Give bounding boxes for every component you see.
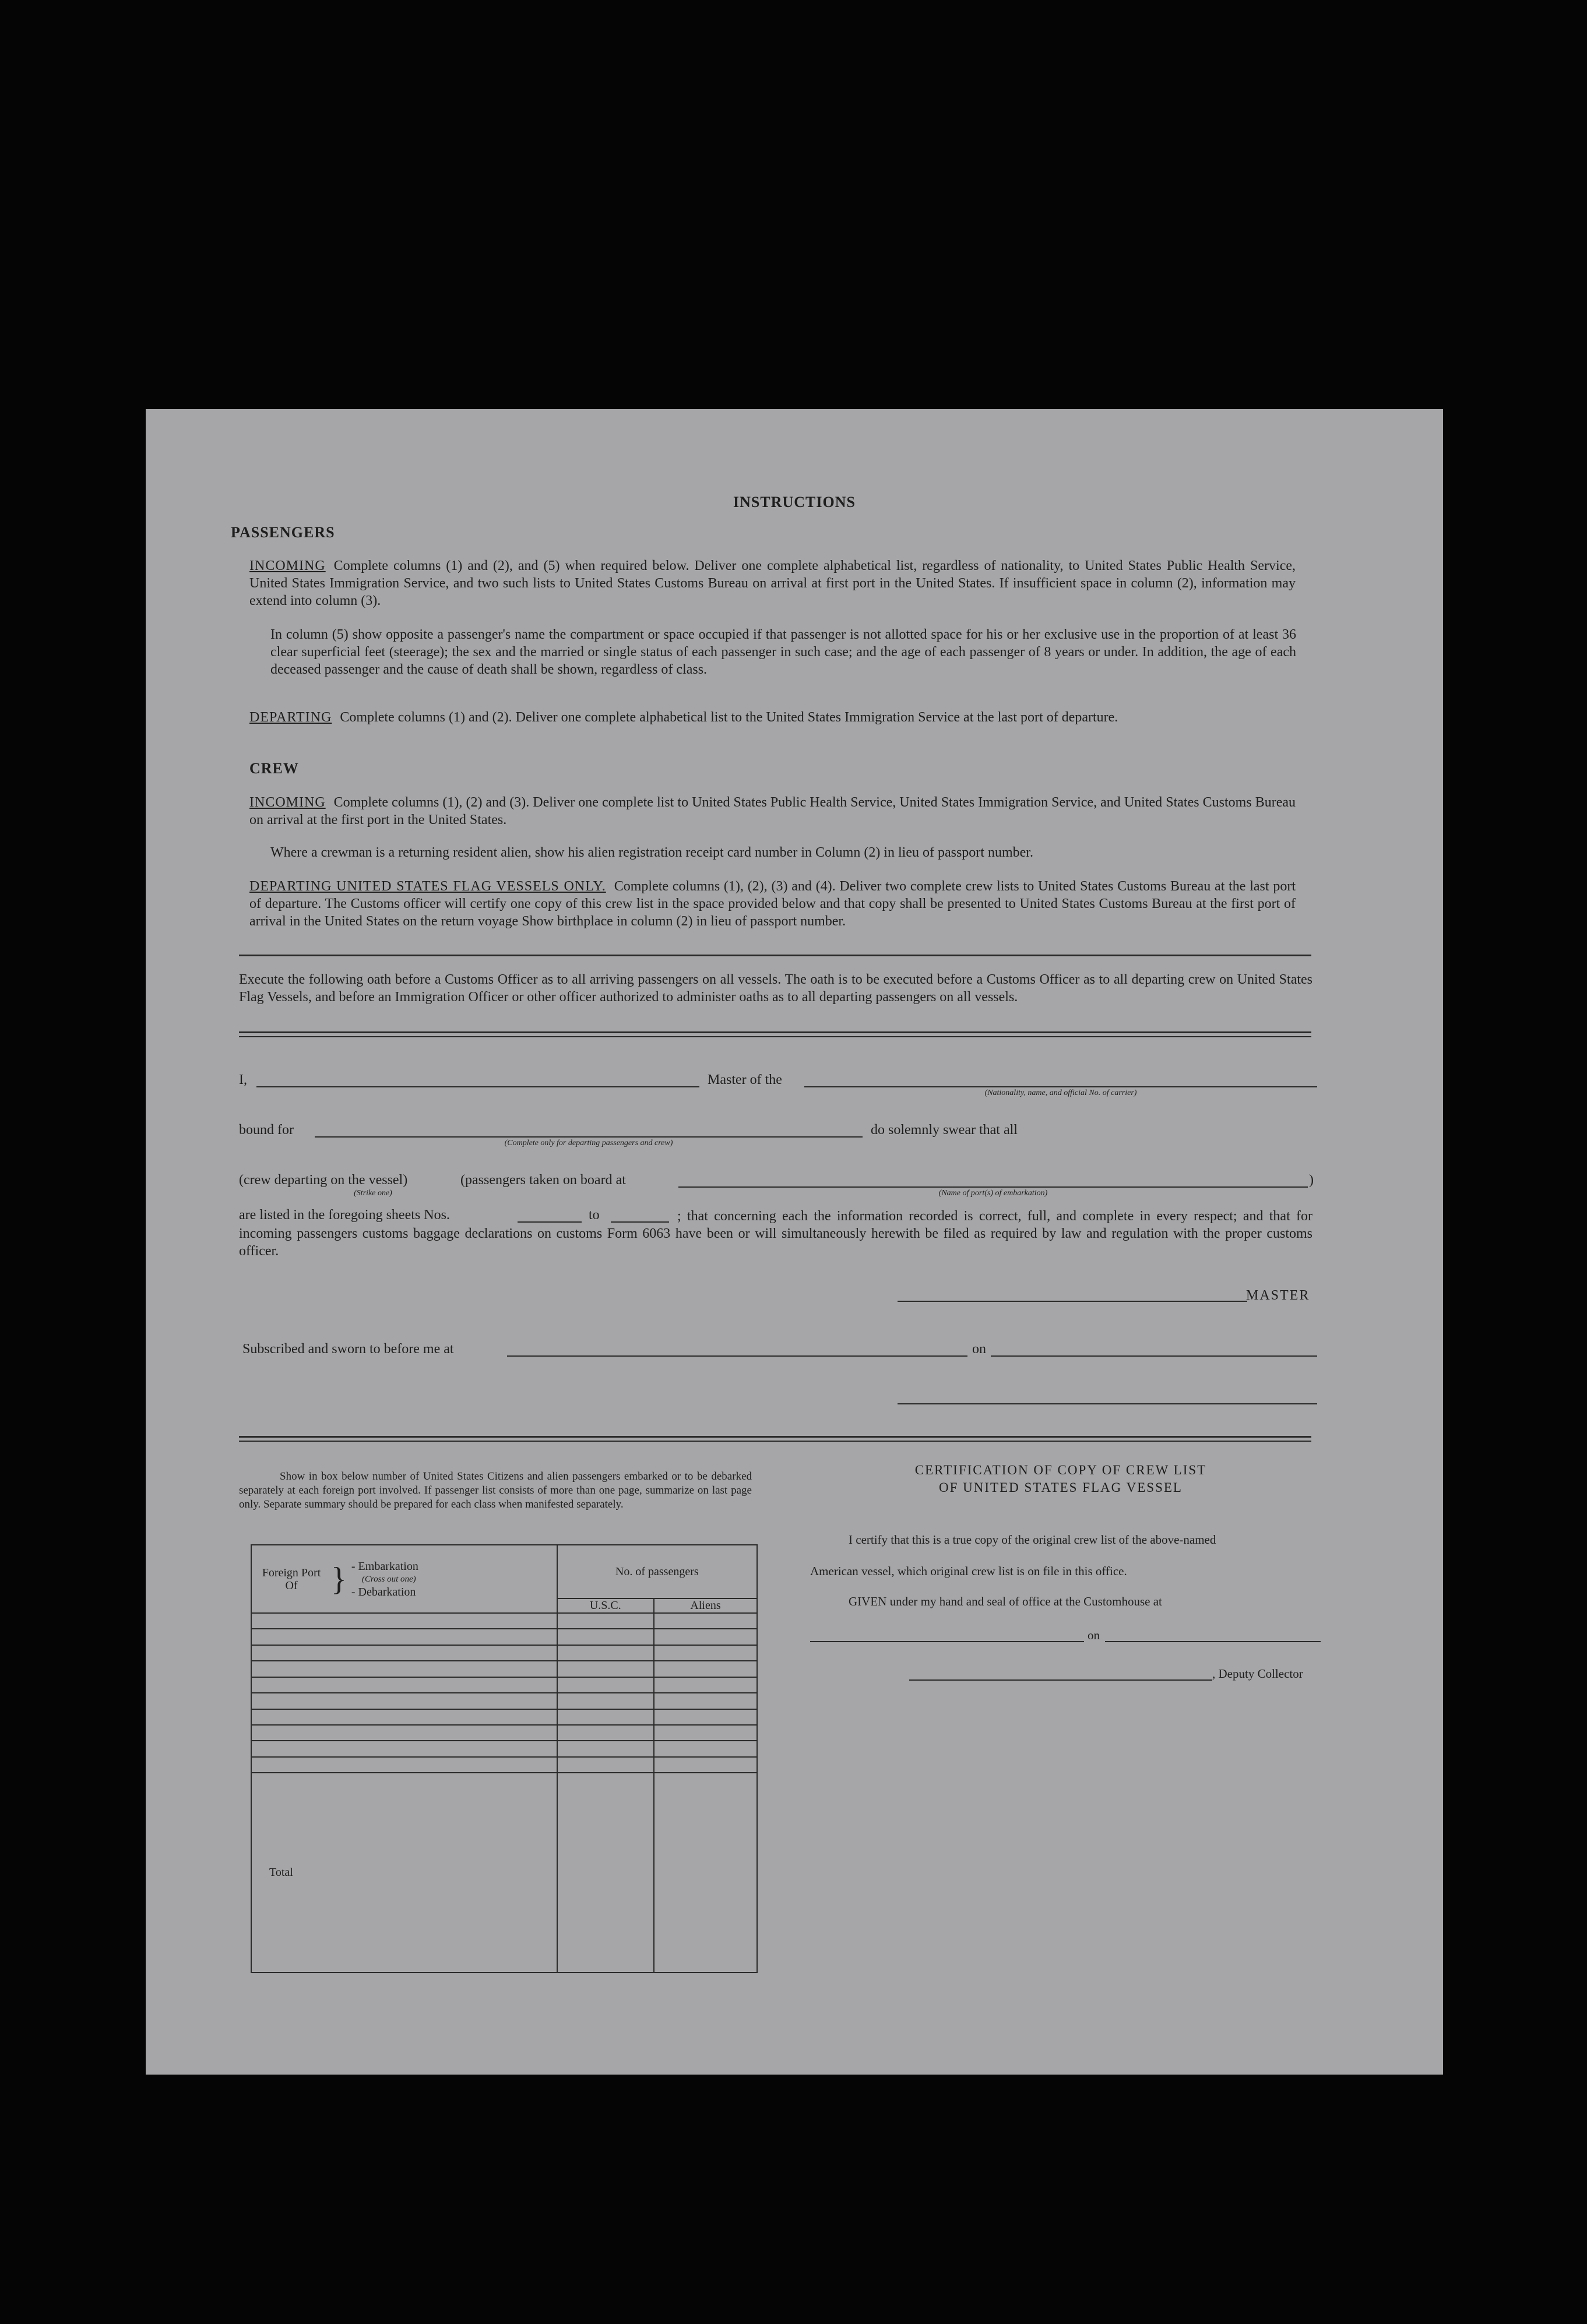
- crew-incoming-instruction: [249, 794, 1296, 829]
- aliens-cell[interactable]: [654, 1661, 757, 1677]
- aliens-cell[interactable]: [654, 1725, 757, 1741]
- subscribed-label: Subscribed and sworn to before me at: [242, 1341, 454, 1357]
- table-row: [251, 1741, 757, 1756]
- carrier-field[interactable]: [804, 1086, 1317, 1087]
- usc-cell[interactable]: [557, 1693, 654, 1709]
- bound-for-field[interactable]: [315, 1136, 863, 1138]
- passengers-departing-instruction: [249, 709, 1296, 726]
- master-signature-field[interactable]: [898, 1301, 1247, 1302]
- usc-cell[interactable]: [557, 1725, 654, 1741]
- aliens-cell[interactable]: [654, 1629, 757, 1645]
- port-cell[interactable]: [251, 1709, 557, 1725]
- solemnly-swear-label: do solemnly swear that all: [871, 1122, 1018, 1138]
- divider-rule: [239, 1031, 1311, 1033]
- sworn-on-label: on: [972, 1341, 986, 1357]
- incoming-label: INCOMING: [249, 558, 326, 573]
- usc-cell[interactable]: [557, 1741, 654, 1756]
- form-title: INSTRUCTIONS: [733, 494, 856, 510]
- divider-rule: [239, 1436, 1311, 1438]
- usc-cell[interactable]: [557, 1677, 654, 1693]
- port-cell[interactable]: [251, 1757, 557, 1773]
- aliens-cell[interactable]: [654, 1677, 757, 1693]
- oath-statement: ; that concerning each the information recorded is correct, full, and complete in every respect; and that for incoming passengers customs baggage declarations on customs Form 6063 have been or will simultaneously herewith be filed as required by law and regulation with the proper customs officer.: [239, 1209, 1312, 1259]
- master-label: MASTER: [1246, 1288, 1310, 1303]
- crew-departing-option: (crew departing on the vessel): [239, 1172, 408, 1188]
- aliens-cell[interactable]: [654, 1709, 757, 1725]
- debarkation-option: - Debarkation: [351, 1585, 416, 1598]
- bound-for-caption: (Complete only for departing passengers and crew): [504, 1139, 673, 1147]
- usc-cell[interactable]: [557, 1629, 654, 1645]
- brace-glyph: }: [331, 1561, 347, 1597]
- aliens-cell[interactable]: [654, 1693, 757, 1709]
- aliens-cell[interactable]: [654, 1645, 757, 1661]
- divider-rule: [239, 1441, 1311, 1442]
- usc-cell[interactable]: [557, 1645, 654, 1661]
- listed-in-label: are listed in the foregoing sheets Nos.: [239, 1207, 450, 1223]
- oath-name-field[interactable]: [256, 1086, 699, 1087]
- usc-cell[interactable]: [557, 1661, 654, 1677]
- departing-us-label: DEPARTING UNITED STATES FLAG VESSELS ONLY.: [249, 879, 606, 894]
- certify-text-2: American vessel, which original crew list is on file in this office.: [810, 1564, 1127, 1578]
- table-row: [251, 1709, 757, 1725]
- departing-us-flag-instruction: [249, 878, 1296, 930]
- port-cell[interactable]: [251, 1661, 557, 1677]
- departing-us-text: Complete columns (1), (2), (3) and (4). Deliver two complete crew lists to United States Customs Bureau at the last port of departure. The Customs officer will certify one copy of this crew list in the space provided below and that copy shall be presented to United States Customs Bureau at the first port of arrival in the United States on the return voyage Show birthplace in column (2) in lieu of passport number.: [249, 879, 1296, 929]
- no-of-passengers-header: No. of passengers: [557, 1545, 757, 1598]
- port-cell[interactable]: [251, 1677, 557, 1693]
- passengers-taken-option: (passengers taken on board at: [460, 1172, 626, 1188]
- crewman-instruction: Where a crewman is a returning resident alien, show his alien registration receipt card number in Column (2) in lieu of passport number.: [270, 845, 1033, 860]
- table-row: [251, 1677, 757, 1693]
- total-row: [251, 1773, 757, 1973]
- deputy-collector-label: , Deputy Collector: [1212, 1667, 1303, 1681]
- strike-one-caption: (Strike one): [354, 1189, 392, 1198]
- oath-instruction: Execute the following oath before a Customs Officer as to all arriving passengers on all vessels. The oath is to be executed before a Customs Officer as to all departing crew on United States Flag Vessels, and before an Immigration Officer or other officer authorized to administer oaths as to all departing passengers on all vessels.: [239, 972, 1312, 1005]
- aliens-cell[interactable]: [654, 1741, 757, 1756]
- certification-on-label: on: [1088, 1628, 1100, 1642]
- table-row: [251, 1693, 757, 1709]
- departing-label: DEPARTING: [249, 710, 332, 725]
- to-label: to: [589, 1207, 600, 1223]
- port-cell[interactable]: [251, 1629, 557, 1645]
- usc-cell[interactable]: [557, 1709, 654, 1725]
- oath-i-label: I,: [239, 1072, 247, 1087]
- port-cell[interactable]: [251, 1693, 557, 1709]
- table-row: [251, 1661, 757, 1677]
- table-row: [251, 1613, 757, 1629]
- port-caption: (Name of port(s) of embarkation): [938, 1189, 1048, 1198]
- aliens-cell[interactable]: [654, 1757, 757, 1773]
- certification-heading: [810, 1462, 1311, 1496]
- form-sheet: [146, 409, 1443, 2075]
- bound-for-label: bound for: [239, 1122, 294, 1138]
- port-cell[interactable]: [251, 1645, 557, 1661]
- usc-total-cell[interactable]: [557, 1773, 654, 1973]
- passenger-summary-table: [251, 1544, 758, 1973]
- carrier-caption: (Nationality, name, and official No. of carrier): [984, 1089, 1137, 1097]
- table-row: [251, 1629, 757, 1645]
- officer-signature-field[interactable]: [898, 1403, 1317, 1404]
- crew-incoming-text: Complete columns (1), (2) and (3). Deliver one complete list to United States Public Health Service, United States Immigration Service, and United States Customs Bureau on arrival at the first port in the United States.: [249, 795, 1296, 828]
- table-row: [251, 1757, 757, 1773]
- usc-cell[interactable]: [557, 1757, 654, 1773]
- aliens-total-cell[interactable]: [654, 1773, 757, 1973]
- divider-rule: [239, 1036, 1311, 1037]
- usc-cell[interactable]: [557, 1613, 654, 1629]
- master-of-the-label: Master of the: [708, 1072, 782, 1087]
- table-row: [251, 1725, 757, 1741]
- passengers-incoming-instruction: [249, 557, 1296, 610]
- sworn-place-field[interactable]: [507, 1355, 967, 1357]
- certification-heading-line2: OF UNITED STATES FLAG VESSEL: [939, 1480, 1183, 1495]
- passengers-heading: PASSENGERS: [231, 524, 335, 541]
- aliens-header: Aliens: [654, 1598, 757, 1613]
- total-label: Total: [251, 1773, 557, 1973]
- given-text: GIVEN under my hand and seal of office at the Customhouse at: [849, 1594, 1162, 1608]
- crew-heading: CREW: [249, 760, 299, 777]
- crew-incoming-label: INCOMING: [249, 795, 326, 810]
- port-header-cell: [251, 1545, 557, 1613]
- close-paren: ): [1309, 1172, 1314, 1188]
- sworn-date-field[interactable]: [991, 1355, 1317, 1357]
- foreign-port-label: Foreign Port Of: [262, 1566, 321, 1592]
- usc-header: U.S.C.: [557, 1598, 654, 1613]
- customhouse-field[interactable]: [810, 1641, 1084, 1642]
- certification-date-field[interactable]: [1105, 1641, 1321, 1642]
- port-cell[interactable]: [251, 1725, 557, 1741]
- deputy-signature-field[interactable]: [909, 1679, 1212, 1681]
- port-cell[interactable]: [251, 1741, 557, 1756]
- summary-instructions: Show in box below number of United States Citizens and alien passengers embarked or to be debarked separately at each foreign port involved. If passenger list consists of more than one page, summarize on last page only. Separate summary should be prepared for each class when manifested separately.: [239, 1470, 752, 1510]
- table-row: [251, 1645, 757, 1661]
- cross-out-caption: (Cross out one): [361, 1574, 416, 1584]
- certification-heading-line1: CERTIFICATION OF COPY OF CREW LIST: [914, 1463, 1207, 1477]
- departing-text: Complete columns (1) and (2). Deliver one complete alphabetical list to the United States Immigration Service at the last port of departure.: [340, 710, 1118, 725]
- certify-text-1: I certify that this is a true copy of the original crew list of the above-named: [849, 1533, 1216, 1547]
- incoming-text: Complete columns (1) and (2), and (5) when required below. Deliver one complete alphabetical list, regardless of nationality, to United States Public Health Service, United States Immigration Service, and two such lists to United States Customs Bureau on arrival at first port in the United States. If insufficient space in column (2), information may extend into column (3).: [249, 558, 1296, 608]
- column5-instruction: In column (5) show opposite a passenger's name the compartment or space occupied if that passenger is not allotted space for his or her exclusive use in the proportion of at least 36 clear superficial feet (steerage); the sex and the married or single status of each passenger in such case; and the age of each passenger of 8 years or under. In addition, the age of each deceased passenger and the cause of death shall be shown, regardless of class.: [270, 627, 1296, 677]
- divider-rule: [239, 955, 1311, 956]
- port-of-embarkation-field[interactable]: [678, 1186, 1308, 1188]
- port-cell[interactable]: [251, 1613, 557, 1629]
- aliens-cell[interactable]: [654, 1613, 757, 1629]
- embarkation-option: - Embarkation: [351, 1559, 418, 1573]
